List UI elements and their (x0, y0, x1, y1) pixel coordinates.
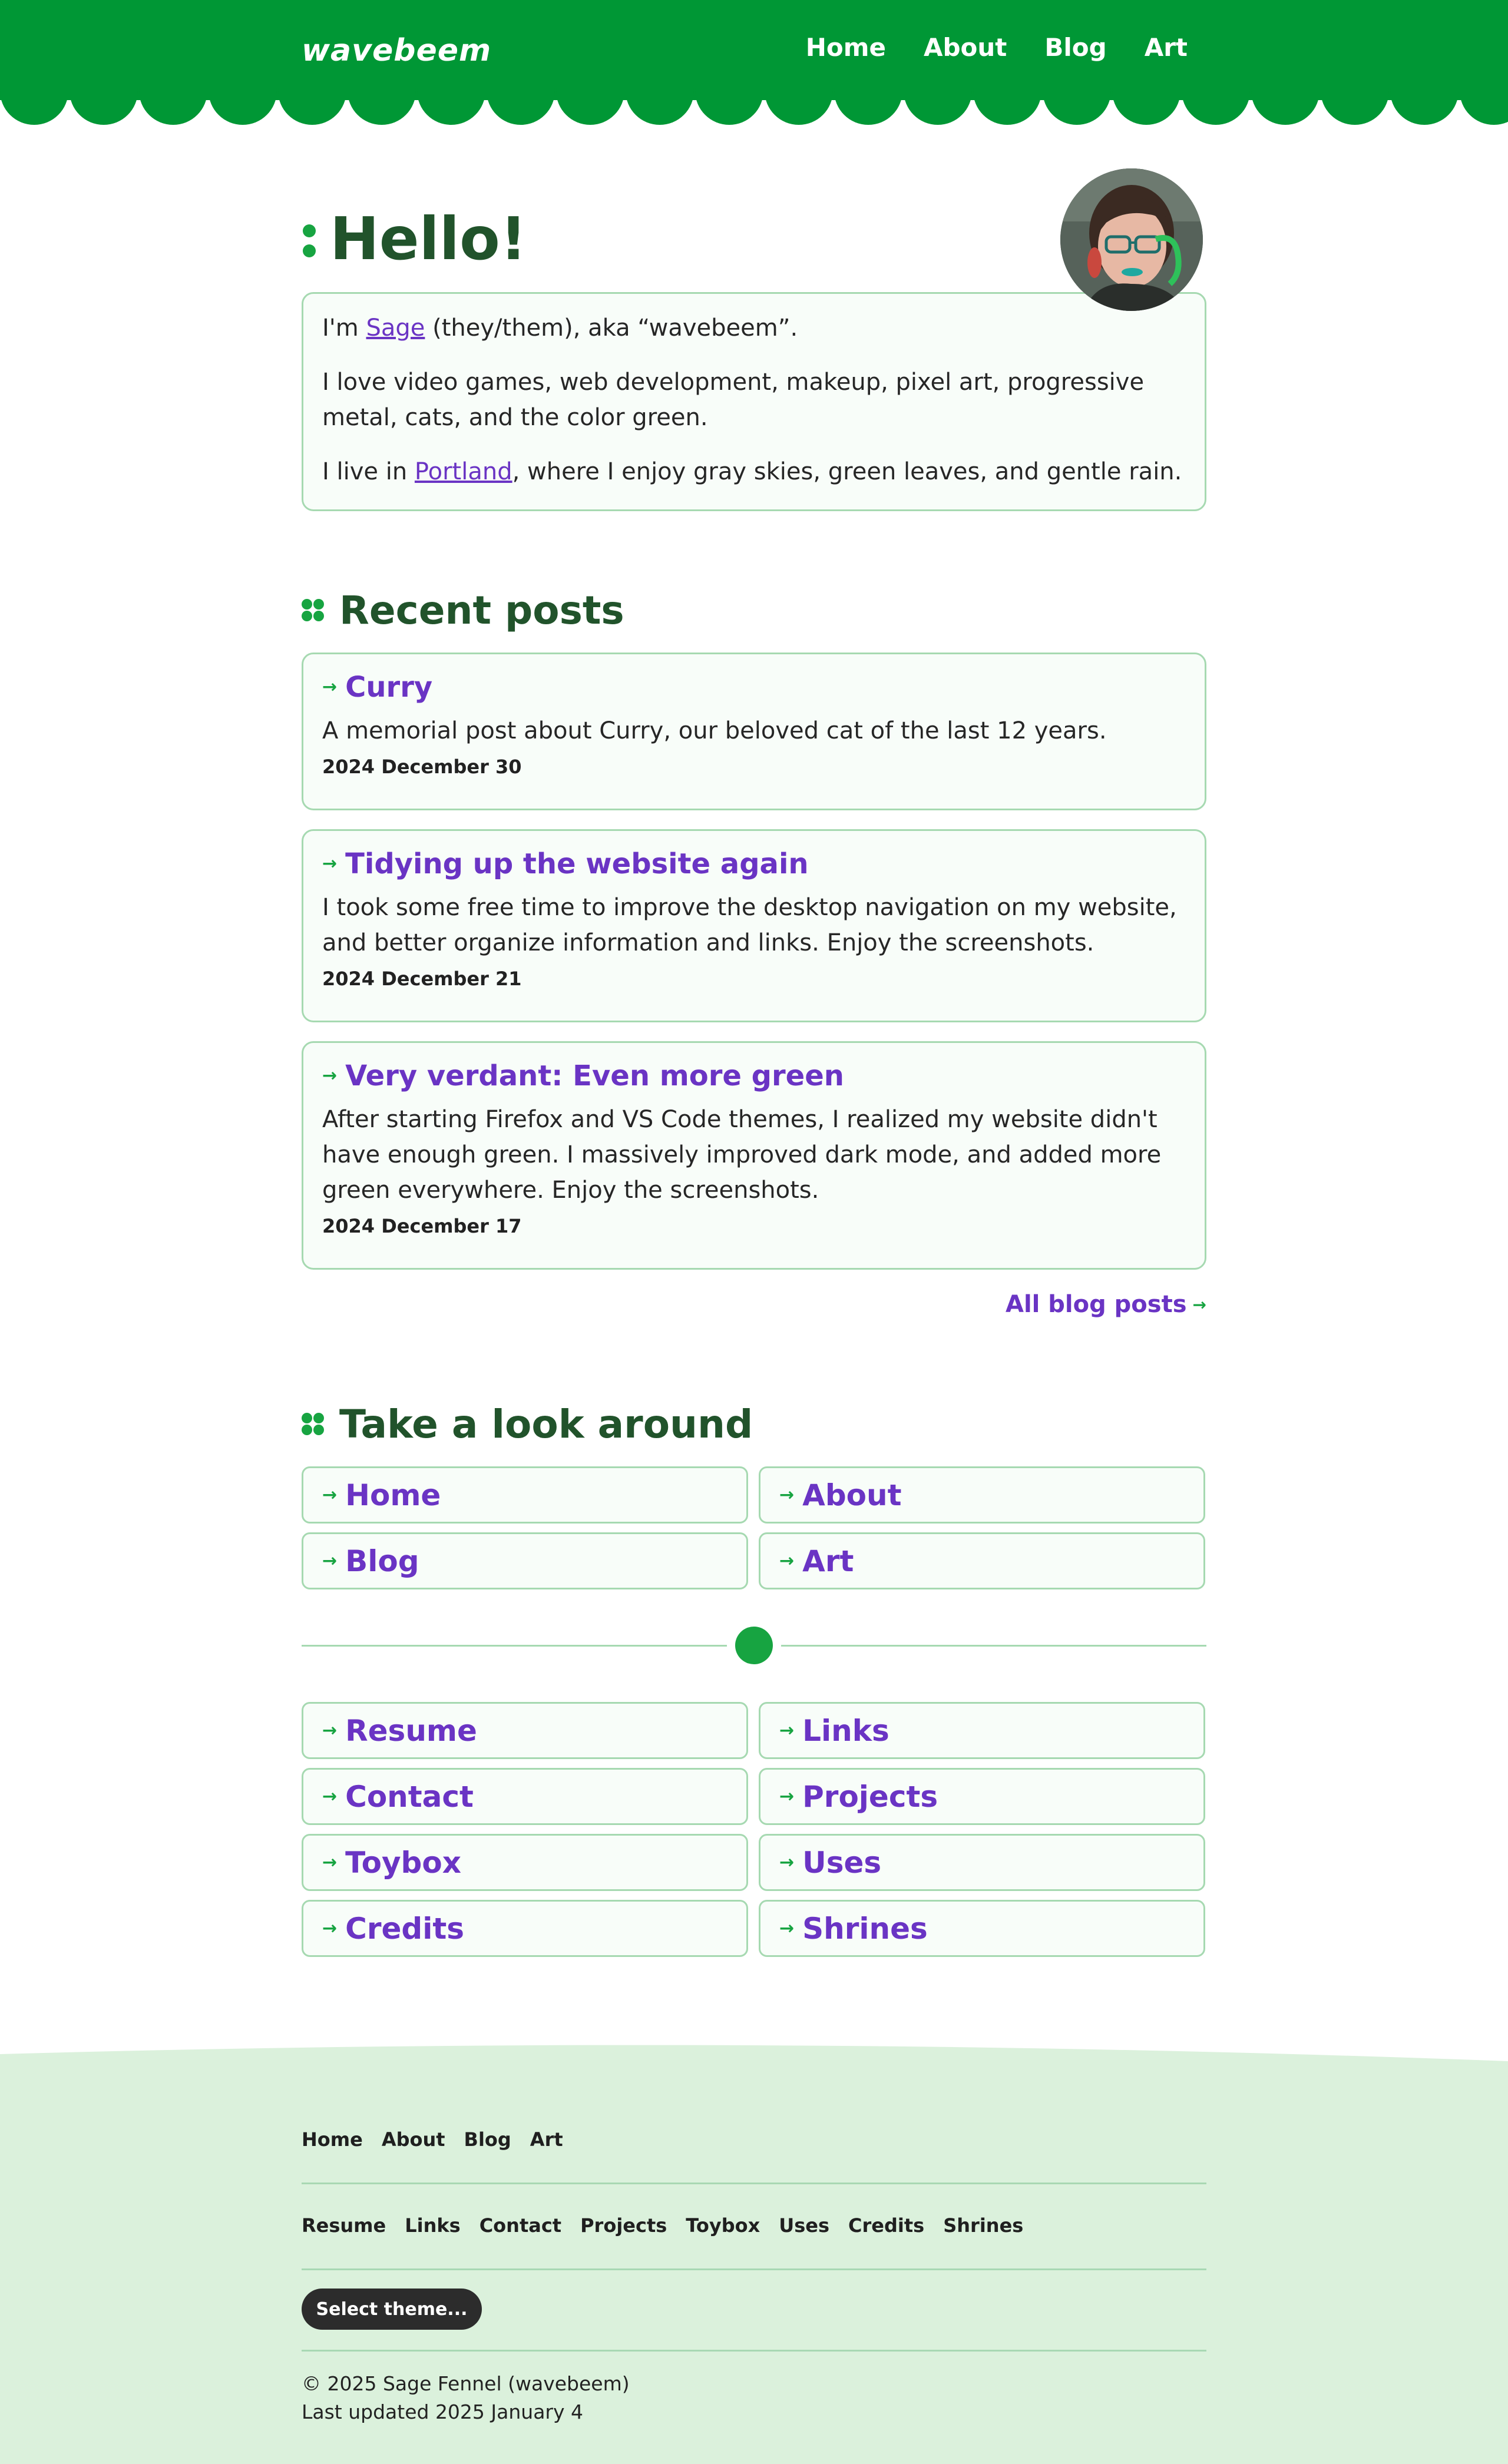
look-link-toybox[interactable]: → Toybox (302, 1834, 748, 1891)
intro-card (302, 292, 1206, 511)
post-description: I took some free time to improve the desktop navigation on my website, and better organize information and links. Enjoy the screenshots. (322, 894, 1177, 956)
arrow-right-icon: → (779, 1786, 795, 1807)
post-card (302, 829, 1206, 1022)
intro-line-2: I love video games, web development, makeup, pixel art, progressive metal, cats, and the color green. (322, 369, 1145, 431)
hello-heading (302, 200, 527, 277)
sage-link[interactable]: Sage (366, 314, 425, 342)
post-title-link[interactable]: → Tidying up the website again (322, 847, 809, 880)
footer-divider (302, 2268, 1206, 2270)
look-link-blog[interactable]: → Blog (302, 1532, 748, 1589)
select-theme-button[interactable]: Select theme... (302, 2289, 482, 2330)
look-link-uses[interactable]: → Uses (759, 1834, 1205, 1891)
footer-link-shrines[interactable]: Shrines (943, 2214, 1024, 2237)
look-link-links[interactable]: → Links (759, 1702, 1205, 1759)
heading-dots-icon (302, 599, 324, 621)
footer-link-resume[interactable]: Resume (302, 2214, 386, 2237)
footer-link-contact[interactable]: Contact (479, 2214, 562, 2237)
top-nav-about[interactable]: About (923, 33, 1007, 62)
footer-nav-primary (302, 2128, 563, 2151)
portland-link[interactable]: Portland (414, 458, 512, 485)
arrow-right-icon: → (779, 1720, 795, 1741)
arrow-right-icon: → (779, 1551, 795, 1571)
look-link-resume[interactable]: → Resume (302, 1702, 748, 1759)
arrow-right-icon: → (322, 1065, 338, 1086)
footer-divider (302, 2350, 1206, 2352)
top-nav-blog[interactable]: Blog (1044, 33, 1107, 62)
footer-link-toybox[interactable]: Toybox (686, 2214, 760, 2237)
footer-link-uses[interactable]: Uses (779, 2214, 830, 2237)
site-logo[interactable]: wavebeem (302, 33, 492, 68)
look-link-art[interactable]: → Art (759, 1532, 1205, 1589)
post-title-link[interactable]: → Curry (322, 671, 433, 704)
top-nav-home[interactable]: Home (805, 33, 886, 62)
arrow-right-icon: → (322, 853, 338, 874)
footer-link-about[interactable]: About (381, 2128, 445, 2151)
post-card (302, 653, 1206, 810)
arrow-right-icon: → (322, 1720, 338, 1741)
all-blog-posts-link[interactable]: All blog posts → (1005, 1291, 1206, 1318)
footer-link-home[interactable]: Home (302, 2128, 363, 2151)
post-date: 2024 December 30 (322, 756, 522, 778)
look-link-contact[interactable]: → Contact (302, 1768, 748, 1825)
look-link-projects[interactable]: → Projects (759, 1768, 1205, 1825)
heading-dots-icon (302, 221, 315, 256)
copyright-text: © 2025 Sage Fennel (wavebeem) (302, 2372, 630, 2395)
footer-nav-secondary (302, 2214, 1023, 2237)
intro-line-1: I'm Sage (they/them), aka “wavebeem”. (322, 314, 798, 342)
arrow-right-icon: → (779, 1918, 795, 1939)
top-nav (806, 33, 1188, 62)
intro-line-3: I live in Portland, where I enjoy gray skies, green leaves, and gentle rain. (322, 458, 1182, 485)
heading-dots-icon (302, 1413, 324, 1435)
footer-link-links[interactable]: Links (405, 2214, 461, 2237)
page-title: Hello! (330, 204, 527, 273)
post-card (302, 1041, 1206, 1270)
post-title-link[interactable]: → Very verdant: Even more green (322, 1059, 844, 1092)
post-date: 2024 December 17 (322, 1215, 522, 1237)
arrow-right-icon: → (779, 1485, 795, 1505)
post-description: After starting Firefox and VS Code themes, I realized my website didn't have enough green. I massively improved dark mode, and added more green everywhere. Enjoy the screenshots. (322, 1106, 1162, 1204)
avatar (1060, 168, 1203, 311)
site-header (0, 0, 1508, 100)
post-date: 2024 December 21 (322, 968, 522, 990)
recent-posts-heading (302, 587, 624, 634)
footer-link-projects[interactable]: Projects (580, 2214, 667, 2237)
arrow-right-icon: → (322, 1852, 338, 1873)
arrow-right-icon: → (322, 1786, 338, 1807)
footer-link-credits[interactable]: Credits (848, 2214, 925, 2237)
post-description: A memorial post about Curry, our beloved cat of the last 12 years. (322, 717, 1107, 744)
arrow-right-icon: → (322, 1551, 338, 1571)
top-nav-art[interactable]: Art (1144, 33, 1188, 62)
divider-dot (735, 1627, 773, 1664)
look-around-heading (302, 1400, 753, 1448)
arrow-right-icon: → (322, 677, 338, 697)
look-link-about[interactable]: → About (759, 1466, 1205, 1524)
arrow-right-icon: → (779, 1852, 795, 1873)
look-link-shrines[interactable]: → Shrines (759, 1900, 1205, 1957)
look-link-credits[interactable]: → Credits (302, 1900, 748, 1957)
arrow-right-icon: → (1192, 1294, 1206, 1314)
section-title: Take a look around (339, 1401, 753, 1447)
section-title: Recent posts (339, 587, 624, 633)
arrow-right-icon: → (322, 1485, 338, 1505)
look-link-home[interactable]: → Home (302, 1466, 748, 1524)
header-scallop-edge (0, 88, 1508, 130)
footer-link-blog[interactable]: Blog (464, 2128, 511, 2151)
footer-link-art[interactable]: Art (530, 2128, 563, 2151)
last-updated-text: Last updated 2025 January 4 (302, 2400, 584, 2423)
footer-divider (302, 2183, 1206, 2184)
arrow-right-icon: → (322, 1918, 338, 1939)
